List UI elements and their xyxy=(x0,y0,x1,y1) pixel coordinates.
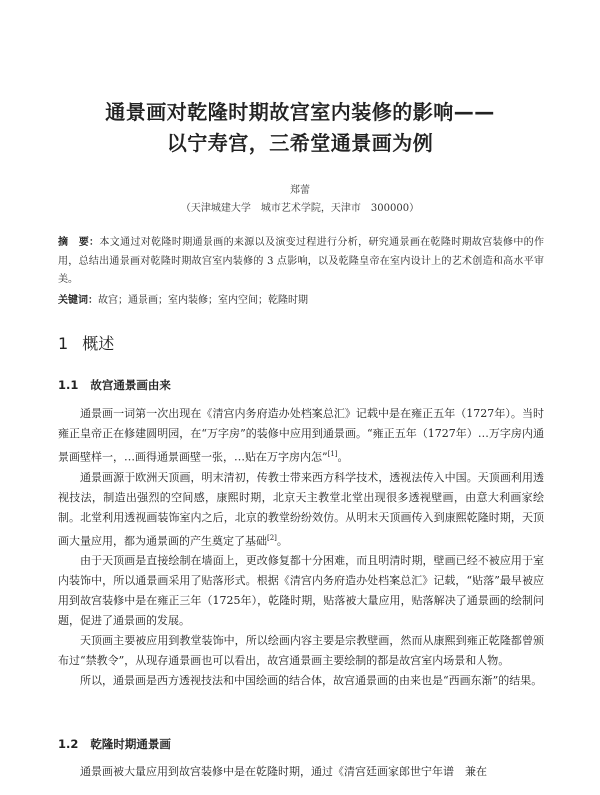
author-name: 郑蕾 xyxy=(290,185,310,196)
keywords-text: 故宫；通景画；室内装修；室内空间；乾隆时期 xyxy=(98,295,308,306)
paragraph-text: 天顶画主要被应用到教堂装饰中，所以绘画内容主要是宗教壁画，然而从康熙到雍正乾隆都曾颁布过“禁教令”，从现存通景画也可以看出，故宫通景画主要绘制的都是故宫室内场景和人物。 xyxy=(58,634,544,668)
section-1-2-body xyxy=(58,762,544,782)
body-paragraph xyxy=(58,404,544,468)
body-paragraph xyxy=(58,631,544,671)
paper-title-line-2: 以宁寿宫，三希堂通景画为例 xyxy=(166,131,434,155)
paragraph-tail: 。 xyxy=(337,450,349,464)
subsection-title: 故宫通景画由来 xyxy=(90,378,171,392)
citation-ref: [2] xyxy=(267,533,277,542)
subsection-number: 1.1 xyxy=(58,378,79,392)
section-number: 1 xyxy=(58,334,69,353)
paragraph-text: 通景画源于欧洲天顶画，明末清初，传教士带来西方科学技术，透视法传入中国。天顶画利用透视技法，制造出强烈的空间感，康熙时期，北京天主教堂北堂出现很多透视壁画，由意大利画家绘制。北堂利用透视画装饰室内之后，北京的教堂纷纷效仿。从明末天顶画传入到康熙乾隆时期，天顶画大量应用，都为通景画的产生奠定了基础 xyxy=(58,470,544,548)
paragraph-tail: 。 xyxy=(276,534,288,548)
citation-ref: [1] xyxy=(327,450,338,458)
subsection-title: 乾隆时期通景画 xyxy=(90,737,171,751)
body-paragraph: 通景画被大量应用到故宫装修中是在乾隆时期，通过《清宫廷画家郎世宁年谱 兼在 xyxy=(80,765,487,778)
keywords-label: 关键词： xyxy=(58,295,98,306)
section-heading-1 xyxy=(58,331,114,354)
subsection-heading-1-1 xyxy=(58,377,171,393)
author-affiliation: （天津城建大学 城市艺术学院，天津市 300000） xyxy=(180,203,420,214)
paragraph-text: 通景画一词第一次出现在《清宫内务府造办处档案总汇》记载中是在雍正五年（1727年）。当时雍正皇帝正在修建圆明园，在“万字房”的装修中应用到通景画。“雍正五年（1727年）…万字房内通景画壁样一，…画得通景画壁一张，…贴在万字房内怎” xyxy=(58,407,544,464)
keywords xyxy=(58,292,544,310)
abstract-text: 本文通过对乾隆时期通景画的来源以及演变过程进行分析，研究通景画在乾隆时期故宫装修中的作用，总结出通景画对乾隆时期故宫室内装修的 3 点影响，以及乾隆皇帝在室内设计上的艺术创造和高水平审美。 xyxy=(58,237,545,285)
paragraph-text: 所以，通景画是西方透视技法和中国绘画的结合体，故宫通景画的由来也是“西画东渐”的结果。 xyxy=(80,674,543,688)
subsection-number: 1.2 xyxy=(58,737,79,751)
paragraph-text: 由于天顶画是直接绘制在墙面上，更改修复都十分困难，而且明清时期，壁画已经不被应用于室内装饰中，所以通景画采用了贴落形式。根据《清宫内务府造办处档案总汇》记载，“贴落”最早被应用到故宫装修中是在雍正三年（1725年），乾隆时期，贴落被大量应用，贴落解决了通景画的绘制问题，促进了通景画的发展。 xyxy=(58,554,544,628)
abstract-label: 摘 要： xyxy=(58,237,100,248)
body-paragraph xyxy=(58,468,544,552)
body-paragraph xyxy=(58,671,544,691)
abstract xyxy=(58,234,544,290)
body-paragraph xyxy=(58,551,544,631)
subsection-heading-1-2 xyxy=(58,736,171,752)
paper-title-line-1: 通景画对乾隆时期故宫室内装修的影响—— xyxy=(105,100,495,124)
section-title: 概述 xyxy=(82,334,115,353)
section-1-1-body xyxy=(58,404,544,691)
